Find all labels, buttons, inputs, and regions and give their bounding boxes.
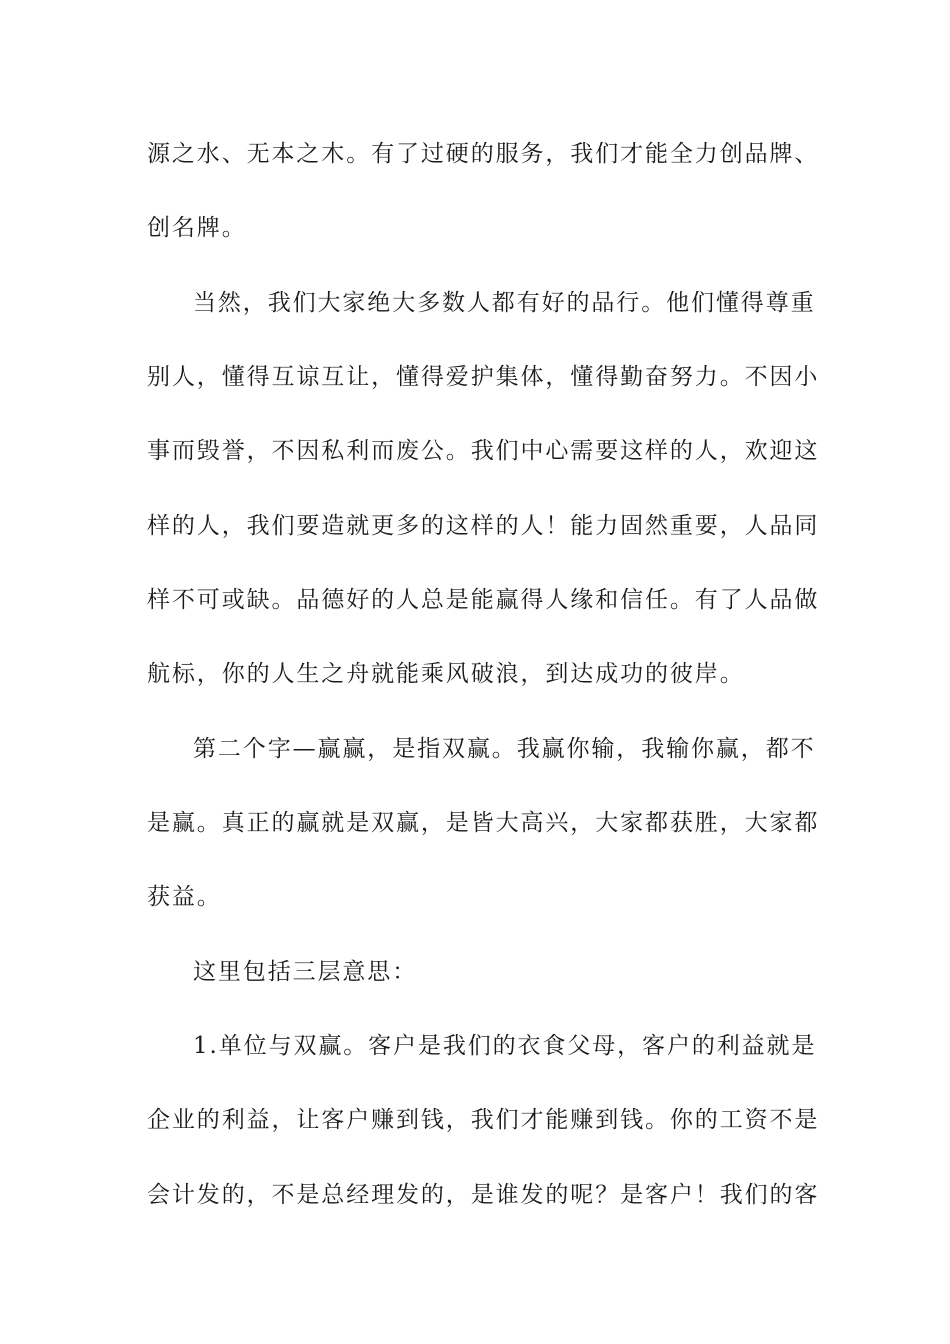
text-line: 源之水、无本之木。有了过硬的服务，我们才能全力创品牌、 bbox=[147, 141, 820, 167]
text-line: 样的人，我们要造就更多的这样的人！能力固然重要，人品同 bbox=[147, 513, 820, 539]
text-line: 事而毁誉，不因私利而废公。我们中心需要这样的人，欢迎这 bbox=[147, 438, 820, 464]
paragraph-start-line: 第二个字—赢赢，是指双赢。我赢你输，我输你赢，都不 bbox=[193, 736, 816, 762]
paragraph-start-line: 这里包括三层意思： bbox=[193, 959, 418, 985]
text-line: 是赢。真正的赢就是双赢，是皆大高兴，大家都获胜，大家都 bbox=[147, 810, 820, 836]
paragraph-start-line: 1.单位与双赢。客户是我们的衣食父母，客户的利益就是 bbox=[193, 1033, 817, 1059]
text-line: 别人，懂得互谅互让，懂得爱护集体，懂得勤奋努力。不因小 bbox=[147, 364, 820, 390]
text-line: 企业的利益，让客户赚到钱，我们才能赚到钱。你的工资不是 bbox=[147, 1107, 820, 1133]
text-line: 会计发的，不是总经理发的，是谁发的呢？是客户！我们的客 bbox=[147, 1182, 820, 1208]
text-line: 航标，你的人生之舟就能乘风破浪，到达成功的彼岸。 bbox=[147, 661, 745, 687]
text-line: 创名牌。 bbox=[147, 215, 247, 241]
text-line: 样不可或缺。品德好的人总是能赢得人缘和信任。有了人品做 bbox=[147, 587, 820, 613]
paragraph-start-line: 当然，我们大家绝大多数人都有好的品行。他们懂得尊重 bbox=[193, 290, 816, 316]
text-line: 获益。 bbox=[147, 884, 222, 910]
